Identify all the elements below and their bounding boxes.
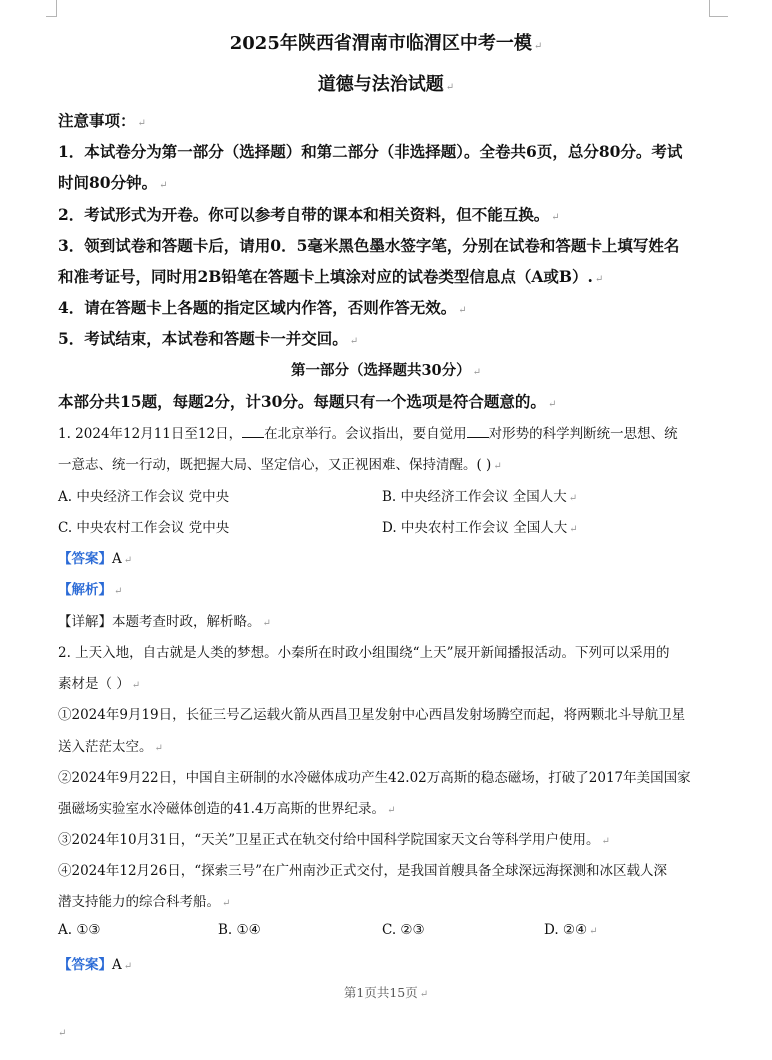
q1-answer: 【答案】A ↵ (58, 551, 133, 567)
notice-line: 2．考试形式为开卷。你可以参考自带的课本和相关资料，但不能互换。 ↵ (58, 205, 560, 224)
notice-heading: 注意事项： ↵ (58, 111, 146, 130)
q2-item-4: ④2024年12月26日，“探索三号”在广州南沙正式交付，是我国首艘具备全球深远海探测和冰区载人深 (58, 863, 668, 879)
q1-analysis: 【解析】 ↵ (58, 582, 123, 598)
q2-item-2: ②2024年9月22日，中国自主研制的水冷磁体成功产生42.02万高斯的稳态磁场，打破了2017年美国国家 (58, 770, 691, 786)
q1-option-d: D. 中央农村工作会议 全国人大 ↵ (382, 520, 578, 536)
exam-subtitle: 道德与法治试题 ↵ (317, 74, 455, 95)
notice-line: 4．请在答题卡上各题的指定区域内作答，否则作答无效。 ↵ (58, 298, 467, 317)
q2-answer: 【答案】A ↵ (58, 957, 133, 973)
q2-option-b: B. ①④ (218, 922, 261, 938)
q2-item-4-cont: 潜支持能力的综合科考船。 ↵ (58, 894, 231, 910)
notice-line: 时间80分钟。 ↵ (58, 173, 168, 192)
exam-title: 2025年陕西省渭南市临渭区中考一模 ↵ (229, 33, 543, 54)
q2-option-c: C. ②③ (382, 922, 425, 938)
q2-stem-cont: 素材是（ ） ↵ (58, 676, 141, 692)
page-footer: 第1页共15页 ↵ (343, 985, 429, 1000)
part1-heading: 第一部分（选择题共30分） ↵ (290, 362, 482, 379)
paragraph-mark: ↵ (58, 1028, 67, 1039)
notice-line: 1．本试卷分为第一部分（选择题）和第二部分（非选择题）。全卷共6页，总分80分。考试 (58, 142, 683, 161)
q2-option-a: A. ①③ (58, 922, 101, 938)
q1-stem: 1. 2024年12月11日至12日， 在北京举行。会议指出，要自觉用 对形势的科学判断统一思想、统 (58, 426, 678, 442)
q1-blank-2 (467, 425, 489, 438)
q1-detail: 【详解】本题考查时政，解析略。 ↵ (58, 614, 271, 630)
q2-item-3: ③2024年10月31日，“天关”卫星正式在轨交付给中国科学院国家天文台等科学用户使用。 ↵ (58, 832, 610, 848)
notice-line: 3．领到试卷和答题卡后，请用0．5毫米黑色墨水签字笔，分别在试卷和答题卡上填写姓名 (58, 236, 680, 255)
part1-intro: 本部分共15题，每题2分，计30分。每题只有一个选项是符合题意的。 ↵ (58, 392, 557, 411)
crop-mark-top-right (709, 0, 728, 17)
q1-stem-cont: 一意志、统一行动，既把握大局、坚定信心，又正视困难、保持清醒。( ) ↵ (58, 457, 502, 473)
q2-stem: 2. 上天入地，自古就是人类的梦想。小秦所在时政小组围绕“上天”展开新闻播报活动。下列可以采用的 (58, 645, 670, 661)
notice-line: 5．考试结束，本试卷和答题卡一并交回。 ↵ (58, 329, 359, 348)
q1-option-a: A. 中央经济工作会议 党中央 (58, 489, 230, 505)
q2-item-2-cont: 强磁场实验室水冷磁体创造的41.4万高斯的世界纪录。 ↵ (58, 801, 396, 817)
q2-option-d: D. ②④ ↵ (544, 922, 598, 938)
q2-item-1: ①2024年9月19日，长征三号乙运载火箭从西昌卫星发射中心西昌发射场腾空而起，将两颗北斗导航卫星 (58, 707, 686, 723)
crop-mark-top-left (46, 0, 57, 17)
q1-option-b: B. 中央经济工作会议 全国人大 ↵ (382, 489, 578, 505)
notice-line: 和准考证号，同时用2B铅笔在答题卡上填涂对应的试卷类型信息点（A或B）. ↵ (58, 267, 604, 286)
q1-blank-1 (242, 425, 264, 438)
q1-option-c: C. 中央农村工作会议 党中央 (58, 520, 230, 536)
q2-item-1-cont: 送入茫茫太空。 ↵ (58, 739, 163, 755)
